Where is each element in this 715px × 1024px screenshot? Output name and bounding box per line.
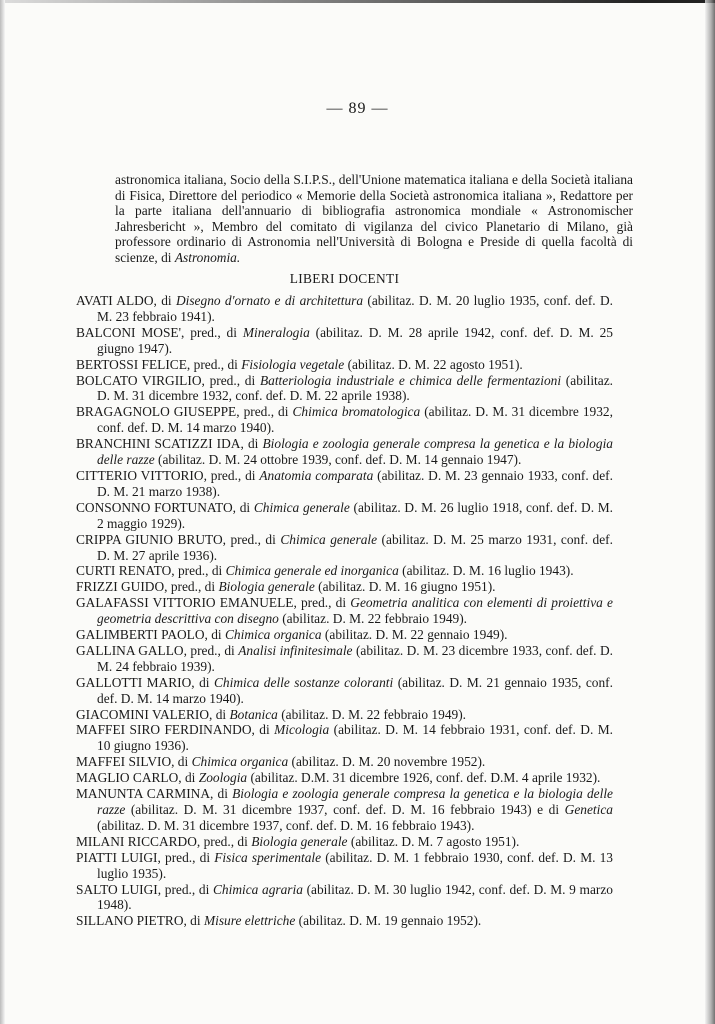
entry-text: (abilitaz. D. M. 23 gennaio 1933, conf. def. D. M. 21 marzo 1938). [97, 467, 613, 499]
entry-text: (abilitaz. D. M. 20 novembre 1952). [288, 754, 486, 770]
entry-text: (abilitaz. D. M. 22 agosto 1951). [344, 356, 523, 372]
list-item [76, 643, 613, 675]
entry-subject: Disegno d'ornato e di architettura [175, 293, 364, 308]
list-item [76, 563, 613, 579]
list-item [76, 627, 613, 643]
entry-text: FRIZZI GUIDO, pred., di [76, 579, 219, 595]
entry-text: CONSONNO FORTUNATO, di [76, 499, 254, 515]
entry-text: MAFFEI SIRO FERDINANDO, di [76, 722, 275, 738]
entry-subject: Mineralogia [242, 324, 310, 340]
list-item [76, 404, 613, 436]
entry-text: MAGLIO CARLO, di [76, 770, 199, 786]
list-item [76, 882, 613, 914]
entry-subject: Zoologia [198, 770, 248, 786]
entry-subject: Chimica organica [191, 754, 289, 770]
entry-subject: Chimica organica [224, 627, 322, 643]
entry-text: SILLANO PIETRO, di [76, 913, 204, 929]
entry-text: GIACOMINI VALERIO, di [76, 706, 230, 722]
entry-subject: Chimica generale [253, 499, 350, 515]
entry-text: MAFFEI SILVIO, di [76, 754, 192, 770]
entry-text: (abilitaz. D. M. 22 febbraio 1949). [278, 611, 468, 627]
entry-text: (abilitaz. D. M. 31 dicembre 1932, conf. def. D. M. 14 marzo 1940). [97, 404, 613, 436]
entry-text: (abilitaz. D. M. 16 giugno 1951). [314, 579, 496, 595]
entry-text: MILANI RICCARDO, pred., di [76, 833, 252, 849]
list-item [76, 595, 613, 627]
entry-text: (abilitaz. D. M. 30 luglio 1942, conf. def. D. M. 9 marzo 1948). [97, 881, 613, 913]
list-item [76, 436, 613, 468]
entry-text: (abilitaz. D. M. 1 febbraio 1930, conf. def. D. M. 13 luglio 1935). [97, 849, 613, 881]
entry-text: (abilitaz. D. M. 28 aprile 1942, conf. def. D. M. 25 giugno 1947). [97, 324, 613, 356]
entry-text: (abilitaz. D. M. 31 dicembre 1937, conf. def. D. M. 16 febbraio 1943). [97, 817, 475, 833]
entry-text: CITTERIO VITTORIO, pred., di [76, 467, 260, 483]
entry-text: GALAFASSI VITTORIO EMANUELE, pred., di [76, 595, 351, 611]
list-item [76, 850, 613, 882]
entry-subject: Fisica sperimentale [214, 849, 322, 865]
entry-subject: Micologia [274, 722, 330, 738]
entry-text: (abilitaz. D. M. 31 dicembre 1932, conf. def. D. M. 22 aprile 1938). [97, 372, 614, 404]
entry-subject: Chimica generale ed inorganica [225, 563, 399, 579]
entry-subject: Analisi infinitesimale [238, 642, 353, 658]
entry-text: AVATI ALDO, di [76, 293, 176, 308]
list-item [76, 786, 613, 834]
entry-subject: Biologia generale [251, 833, 348, 849]
list-item [76, 754, 613, 770]
entry-text: CRIPPA GIUNIO BRUTO, pred., di [76, 531, 281, 547]
scan-right-edge [705, 0, 715, 1024]
list-item [76, 834, 613, 850]
entry-text: (abilitaz. D. M. 19 gennaio 1952). [295, 913, 482, 929]
list-item [76, 532, 613, 564]
entry-text: PIATTI LUIGI, pred., di [76, 849, 215, 865]
scan-top-edge [0, 0, 715, 3]
entry-subject: Fisiologia vegetale [241, 356, 345, 372]
entry-text: (abilitaz. D. M. 21 gennaio 1935, conf. def. D. M. 14 marzo 1940). [97, 674, 613, 706]
list-item [76, 770, 613, 786]
entry-text: GALLINA GALLO, pred., di [76, 642, 239, 658]
entry-text: BRANCHINI SCATIZZI IDA, di [76, 436, 263, 452]
list-item [76, 579, 613, 595]
list-item [76, 913, 613, 929]
entry-subject: Biologia e zoologia generale compresa la genetica e la biologia delle razze [97, 436, 613, 468]
entry-text: GALLOTTI MARIO, di [76, 674, 214, 690]
entry-text: BERTOSSI FELICE, pred., di [76, 356, 242, 372]
entry-text: (abilitaz. D. M. 20 luglio 1935, conf. def. D. M. 23 febbraio 1941). [97, 293, 613, 324]
entry-text: BRAGAGNOLO GIUSEPPE, pred., di [76, 404, 293, 420]
list-item [76, 293, 613, 325]
entry-text: (abilitaz. D. M. 25 marzo 1931, conf. def. D. M. 27 aprile 1936). [97, 531, 613, 563]
entry-subject: Botanica [229, 706, 278, 722]
entry-text: GALIMBERTI PAOLO, di [76, 627, 225, 643]
entry-subject: Biologia generale [218, 579, 315, 595]
entry-subject: Chimica bromatologica [292, 404, 421, 420]
entry-text: (abilitaz. D. M. 14 febbraio 1931, conf. def. D. M. 10 giugno 1936). [97, 722, 614, 754]
intro-paragraph [115, 172, 633, 265]
entry-subject: Geometria analitica con elementi di proiettiva e geometria descrittiva con disegno [97, 595, 613, 627]
entry-text: (abilitaz. D. M. 23 dicembre 1933, conf. def. D. M. 24 febbraio 1939). [97, 642, 613, 674]
entry-subject: Misure elettriche [203, 913, 296, 929]
entry-subject: Chimica agraria [212, 881, 303, 897]
section-heading: LIBERI DOCENTI [289, 271, 400, 286]
list-item [76, 373, 613, 405]
entry-text: BALCONI MOSE', pred., di [76, 324, 243, 340]
page-body [76, 172, 633, 929]
list-item [76, 722, 613, 754]
entry-text: (abilitaz. D. M. 31 dicembre 1937, conf. def. D. M. 16 febbraio 1943) e di [125, 802, 565, 817]
entry-text: (abilitaz. D. M. 26 luglio 1918, conf. def. D. M. 2 maggio 1929). [97, 499, 614, 531]
entry-subject: Chimica delle sostanze coloranti [213, 674, 394, 690]
docenti-list [76, 293, 613, 929]
intro-subject: Astronomia. [174, 249, 241, 265]
list-item [76, 675, 613, 707]
entry-subject: Anatomia comparata [259, 467, 374, 483]
entry-text: (abilitaz. D. M. 22 gennaio 1949). [321, 627, 508, 643]
entry-subject: Batteriologia industriale e chimica delle fermentazioni [259, 372, 562, 388]
entry-text: BOLCATO VIRGILIO, pred., di [76, 372, 260, 388]
entry-subject: Biologia e zoologia generale compresa la genetica e la biologia delle razze [97, 786, 614, 817]
list-item [76, 468, 613, 500]
list-item [76, 707, 613, 723]
entry-text: MANUNTA CARMINA, di [76, 786, 233, 802]
page-number: — 89 — [326, 100, 389, 117]
entry-text: SALTO LUIGI, pred., di [76, 881, 213, 897]
entry-subject: Chimica generale [280, 531, 378, 547]
list-item [76, 357, 613, 373]
list-item [76, 325, 613, 357]
entry-text: (abilitaz. D. M. 22 febbraio 1949). [277, 706, 467, 722]
entry-text: (abilitaz. D. M. 7 agosto 1951). [347, 833, 520, 849]
entry-text: (abilitaz. D. M. 24 ottobre 1939, conf. def. D. M. 14 gennaio 1947). [154, 452, 522, 468]
intro-text: astronomica italiana, Socio della S.I.P.S., dell'Unione matematica italiana e della Società italiana di Fisica, Direttore del periodico « Memorie della Società astronomica italiana », Redattore per la parte italiana dell'annuario di bibliografia astronomica mondiale « Astronomischer Jahresbericht », Membro del comitato di vigilanza del civico Planetario di Milano, già professore ordinario di Astronomia nell'Università di Bologna e Preside di quella facoltà di scienze, di [115, 172, 633, 265]
scan-left-edge [0, 0, 5, 1024]
entry-subject: Genetica [564, 802, 613, 817]
entry-text: (abilitaz. D. M. 16 luglio 1943). [398, 563, 574, 579]
entry-text: (abilitaz. D.M. 31 dicembre 1926, conf. def. D.M. 4 aprile 1932). [247, 770, 601, 786]
list-item [76, 500, 613, 532]
entry-text: CURTI RENATO, pred., di [76, 563, 226, 579]
